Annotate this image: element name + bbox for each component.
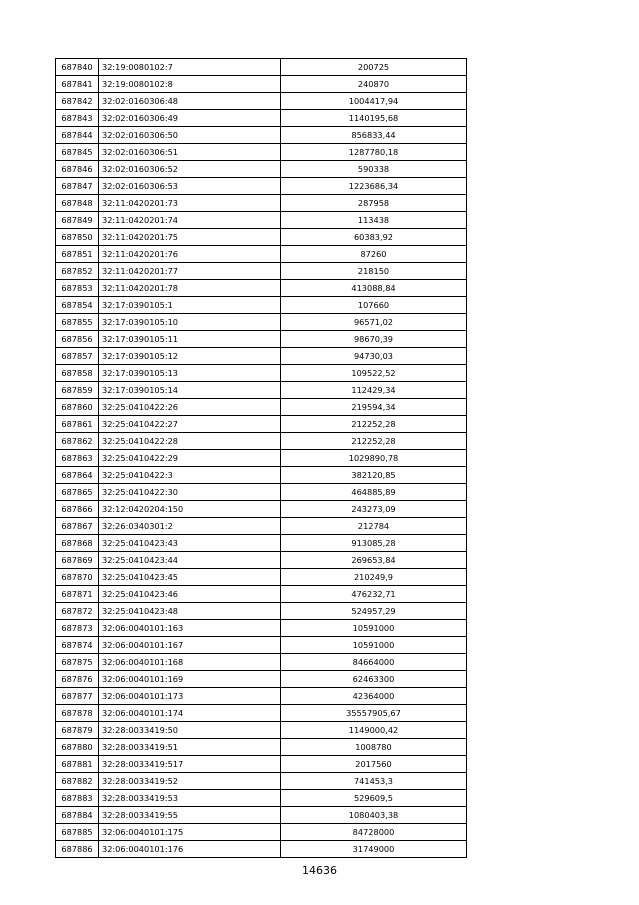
row-number-cell: 687841 xyxy=(56,76,99,93)
value-cell: 109522,52 xyxy=(281,365,467,382)
table-row xyxy=(56,620,467,637)
table-row xyxy=(56,297,467,314)
value-cell: 382120,85 xyxy=(281,467,467,484)
value-cell: 1029890,78 xyxy=(281,450,467,467)
row-number-cell: 687859 xyxy=(56,382,99,399)
value-cell: 590338 xyxy=(281,161,467,178)
table-row xyxy=(56,535,467,552)
value-cell: 98670,39 xyxy=(281,331,467,348)
cadastral-number-cell: 32:02:0160306:53 xyxy=(99,178,281,195)
cadastral-number-cell: 32:02:0160306:49 xyxy=(99,110,281,127)
cadastral-value-table xyxy=(55,58,467,858)
table-row xyxy=(56,433,467,450)
table-row xyxy=(56,59,467,76)
value-cell: 219594,34 xyxy=(281,399,467,416)
row-number-cell: 687885 xyxy=(56,824,99,841)
row-number-cell: 687880 xyxy=(56,739,99,756)
table-row xyxy=(56,195,467,212)
table-row xyxy=(56,280,467,297)
value-cell: 31749000 xyxy=(281,841,467,858)
row-number-cell: 687868 xyxy=(56,535,99,552)
cadastral-number-cell: 32:06:0040101:176 xyxy=(99,841,281,858)
table-row xyxy=(56,365,467,382)
row-number-cell: 687876 xyxy=(56,671,99,688)
row-number-cell: 687864 xyxy=(56,467,99,484)
row-number-cell: 687850 xyxy=(56,229,99,246)
cadastral-number-cell: 32:06:0040101:173 xyxy=(99,688,281,705)
table-row xyxy=(56,467,467,484)
cadastral-number-cell: 32:02:0160306:51 xyxy=(99,144,281,161)
value-cell: 113438 xyxy=(281,212,467,229)
table-row xyxy=(56,637,467,654)
table-row xyxy=(56,603,467,620)
row-number-cell: 687843 xyxy=(56,110,99,127)
table-row xyxy=(56,705,467,722)
value-cell: 413088,84 xyxy=(281,280,467,297)
row-number-cell: 687860 xyxy=(56,399,99,416)
row-number-cell: 687861 xyxy=(56,416,99,433)
cadastral-number-cell: 32:25:0410423:46 xyxy=(99,586,281,603)
value-cell: 84728000 xyxy=(281,824,467,841)
row-number-cell: 687871 xyxy=(56,586,99,603)
row-number-cell: 687886 xyxy=(56,841,99,858)
value-cell: 212252,28 xyxy=(281,416,467,433)
table-row xyxy=(56,331,467,348)
row-number-cell: 687857 xyxy=(56,348,99,365)
row-number-cell: 687884 xyxy=(56,807,99,824)
table-row xyxy=(56,76,467,93)
table-row xyxy=(56,756,467,773)
row-number-cell: 687847 xyxy=(56,178,99,195)
value-cell: 1004417,94 xyxy=(281,93,467,110)
value-cell: 210249,9 xyxy=(281,569,467,586)
value-cell: 476232,71 xyxy=(281,586,467,603)
row-number-cell: 687875 xyxy=(56,654,99,671)
table-row xyxy=(56,518,467,535)
cadastral-number-cell: 32:11:0420201:73 xyxy=(99,195,281,212)
cadastral-number-cell: 32:12:0420204:150 xyxy=(99,501,281,518)
value-cell: 200725 xyxy=(281,59,467,76)
table-row xyxy=(56,212,467,229)
value-cell: 62463300 xyxy=(281,671,467,688)
value-cell: 94730,03 xyxy=(281,348,467,365)
row-number-cell: 687869 xyxy=(56,552,99,569)
cadastral-number-cell: 32:25:0410423:44 xyxy=(99,552,281,569)
value-cell: 1008780 xyxy=(281,739,467,756)
row-number-cell: 687882 xyxy=(56,773,99,790)
row-number-cell: 687874 xyxy=(56,637,99,654)
row-number-cell: 687846 xyxy=(56,161,99,178)
cadastral-number-cell: 32:11:0420201:75 xyxy=(99,229,281,246)
row-number-cell: 687844 xyxy=(56,127,99,144)
row-number-cell: 687854 xyxy=(56,297,99,314)
table-row xyxy=(56,178,467,195)
table-row xyxy=(56,671,467,688)
cadastral-number-cell: 32:17:0390105:13 xyxy=(99,365,281,382)
row-number-cell: 687878 xyxy=(56,705,99,722)
value-cell: 10591000 xyxy=(281,620,467,637)
cadastral-number-cell: 32:19:0080102:7 xyxy=(99,59,281,76)
cadastral-number-cell: 32:25:0410422:30 xyxy=(99,484,281,501)
cadastral-number-cell: 32:28:0033419:55 xyxy=(99,807,281,824)
cadastral-number-cell: 32:17:0390105:12 xyxy=(99,348,281,365)
row-number-cell: 687863 xyxy=(56,450,99,467)
row-number-cell: 687849 xyxy=(56,212,99,229)
value-cell: 212252,28 xyxy=(281,433,467,450)
cadastral-number-cell: 32:25:0410422:29 xyxy=(99,450,281,467)
table-row xyxy=(56,399,467,416)
cadastral-number-cell: 32:25:0410422:26 xyxy=(99,399,281,416)
cadastral-number-cell: 32:11:0420201:77 xyxy=(99,263,281,280)
cadastral-number-cell: 32:17:0390105:11 xyxy=(99,331,281,348)
cadastral-number-cell: 32:06:0040101:169 xyxy=(99,671,281,688)
row-number-cell: 687853 xyxy=(56,280,99,297)
value-cell: 856833,44 xyxy=(281,127,467,144)
cadastral-number-cell: 32:11:0420201:76 xyxy=(99,246,281,263)
cadastral-number-cell: 32:28:0033419:53 xyxy=(99,790,281,807)
value-cell: 1080403,38 xyxy=(281,807,467,824)
row-number-cell: 687865 xyxy=(56,484,99,501)
cadastral-number-cell: 32:25:0410422:28 xyxy=(99,433,281,450)
value-cell: 1287780,18 xyxy=(281,144,467,161)
table-body xyxy=(56,59,467,858)
table-row xyxy=(56,688,467,705)
cadastral-number-cell: 32:06:0040101:175 xyxy=(99,824,281,841)
table-row xyxy=(56,314,467,331)
value-cell: 10591000 xyxy=(281,637,467,654)
table-row xyxy=(56,348,467,365)
row-number-cell: 687883 xyxy=(56,790,99,807)
value-cell: 243273,09 xyxy=(281,501,467,518)
table-row xyxy=(56,739,467,756)
value-cell: 42364000 xyxy=(281,688,467,705)
row-number-cell: 687872 xyxy=(56,603,99,620)
cadastral-number-cell: 32:28:0033419:51 xyxy=(99,739,281,756)
row-number-cell: 687856 xyxy=(56,331,99,348)
row-number-cell: 687862 xyxy=(56,433,99,450)
value-cell: 269653,84 xyxy=(281,552,467,569)
row-number-cell: 687870 xyxy=(56,569,99,586)
value-cell: 96571,02 xyxy=(281,314,467,331)
table-row xyxy=(56,416,467,433)
cadastral-number-cell: 32:25:0410422:27 xyxy=(99,416,281,433)
cadastral-number-cell: 32:06:0040101:163 xyxy=(99,620,281,637)
value-cell: 87260 xyxy=(281,246,467,263)
cadastral-number-cell: 32:06:0040101:167 xyxy=(99,637,281,654)
value-cell: 1140195,68 xyxy=(281,110,467,127)
row-number-cell: 687858 xyxy=(56,365,99,382)
cadastral-number-cell: 32:28:0033419:52 xyxy=(99,773,281,790)
cadastral-number-cell: 32:28:0033419:517 xyxy=(99,756,281,773)
cadastral-number-cell: 32:17:0390105:10 xyxy=(99,314,281,331)
row-number-cell: 687877 xyxy=(56,688,99,705)
row-number-cell: 687873 xyxy=(56,620,99,637)
table-row xyxy=(56,484,467,501)
table-row xyxy=(56,722,467,739)
table-row xyxy=(56,841,467,858)
table-row xyxy=(56,144,467,161)
row-number-cell: 687852 xyxy=(56,263,99,280)
value-cell: 287958 xyxy=(281,195,467,212)
table-row xyxy=(56,773,467,790)
value-cell: 60383,92 xyxy=(281,229,467,246)
table-row xyxy=(56,790,467,807)
value-cell: 529609,5 xyxy=(281,790,467,807)
table-row xyxy=(56,382,467,399)
table-row xyxy=(56,127,467,144)
cadastral-number-cell: 32:02:0160306:50 xyxy=(99,127,281,144)
row-number-cell: 687851 xyxy=(56,246,99,263)
cadastral-number-cell: 32:28:0033419:50 xyxy=(99,722,281,739)
table-row xyxy=(56,552,467,569)
cadastral-number-cell: 32:26:0340301:2 xyxy=(99,518,281,535)
table-row xyxy=(56,569,467,586)
value-cell: 1223686,34 xyxy=(281,178,467,195)
value-cell: 913085,28 xyxy=(281,535,467,552)
value-cell: 35557905,67 xyxy=(281,705,467,722)
table-row xyxy=(56,824,467,841)
cadastral-number-cell: 32:25:0410422:3 xyxy=(99,467,281,484)
value-cell: 218150 xyxy=(281,263,467,280)
value-cell: 84664000 xyxy=(281,654,467,671)
cadastral-number-cell: 32:06:0040101:174 xyxy=(99,705,281,722)
cadastral-number-cell: 32:02:0160306:48 xyxy=(99,93,281,110)
value-cell: 2017560 xyxy=(281,756,467,773)
value-cell: 524957,29 xyxy=(281,603,467,620)
value-cell: 112429,34 xyxy=(281,382,467,399)
value-cell: 1149000,42 xyxy=(281,722,467,739)
row-number-cell: 687879 xyxy=(56,722,99,739)
page-number: 14636 xyxy=(302,864,337,877)
table-row xyxy=(56,93,467,110)
row-number-cell: 687855 xyxy=(56,314,99,331)
value-cell: 464885,89 xyxy=(281,484,467,501)
cadastral-number-cell: 32:19:0080102:8 xyxy=(99,76,281,93)
row-number-cell: 687866 xyxy=(56,501,99,518)
table-row xyxy=(56,246,467,263)
table-row xyxy=(56,450,467,467)
value-cell: 212784 xyxy=(281,518,467,535)
cadastral-number-cell: 32:06:0040101:168 xyxy=(99,654,281,671)
table-row xyxy=(56,501,467,518)
cadastral-number-cell: 32:02:0160306:52 xyxy=(99,161,281,178)
table-row xyxy=(56,586,467,603)
table-row xyxy=(56,161,467,178)
value-cell: 240870 xyxy=(281,76,467,93)
table-row xyxy=(56,110,467,127)
cadastral-number-cell: 32:25:0410423:48 xyxy=(99,603,281,620)
cadastral-number-cell: 32:25:0410423:45 xyxy=(99,569,281,586)
row-number-cell: 687848 xyxy=(56,195,99,212)
table-row xyxy=(56,229,467,246)
table-row xyxy=(56,263,467,280)
value-cell: 741453,3 xyxy=(281,773,467,790)
cadastral-number-cell: 32:17:0390105:1 xyxy=(99,297,281,314)
row-number-cell: 687867 xyxy=(56,518,99,535)
table-row xyxy=(56,654,467,671)
table-row xyxy=(56,807,467,824)
cadastral-number-cell: 32:11:0420201:74 xyxy=(99,212,281,229)
row-number-cell: 687881 xyxy=(56,756,99,773)
cadastral-number-cell: 32:25:0410423:43 xyxy=(99,535,281,552)
row-number-cell: 687840 xyxy=(56,59,99,76)
row-number-cell: 687845 xyxy=(56,144,99,161)
value-cell: 107660 xyxy=(281,297,467,314)
row-number-cell: 687842 xyxy=(56,93,99,110)
cadastral-number-cell: 32:11:0420201:78 xyxy=(99,280,281,297)
cadastral-number-cell: 32:17:0390105:14 xyxy=(99,382,281,399)
